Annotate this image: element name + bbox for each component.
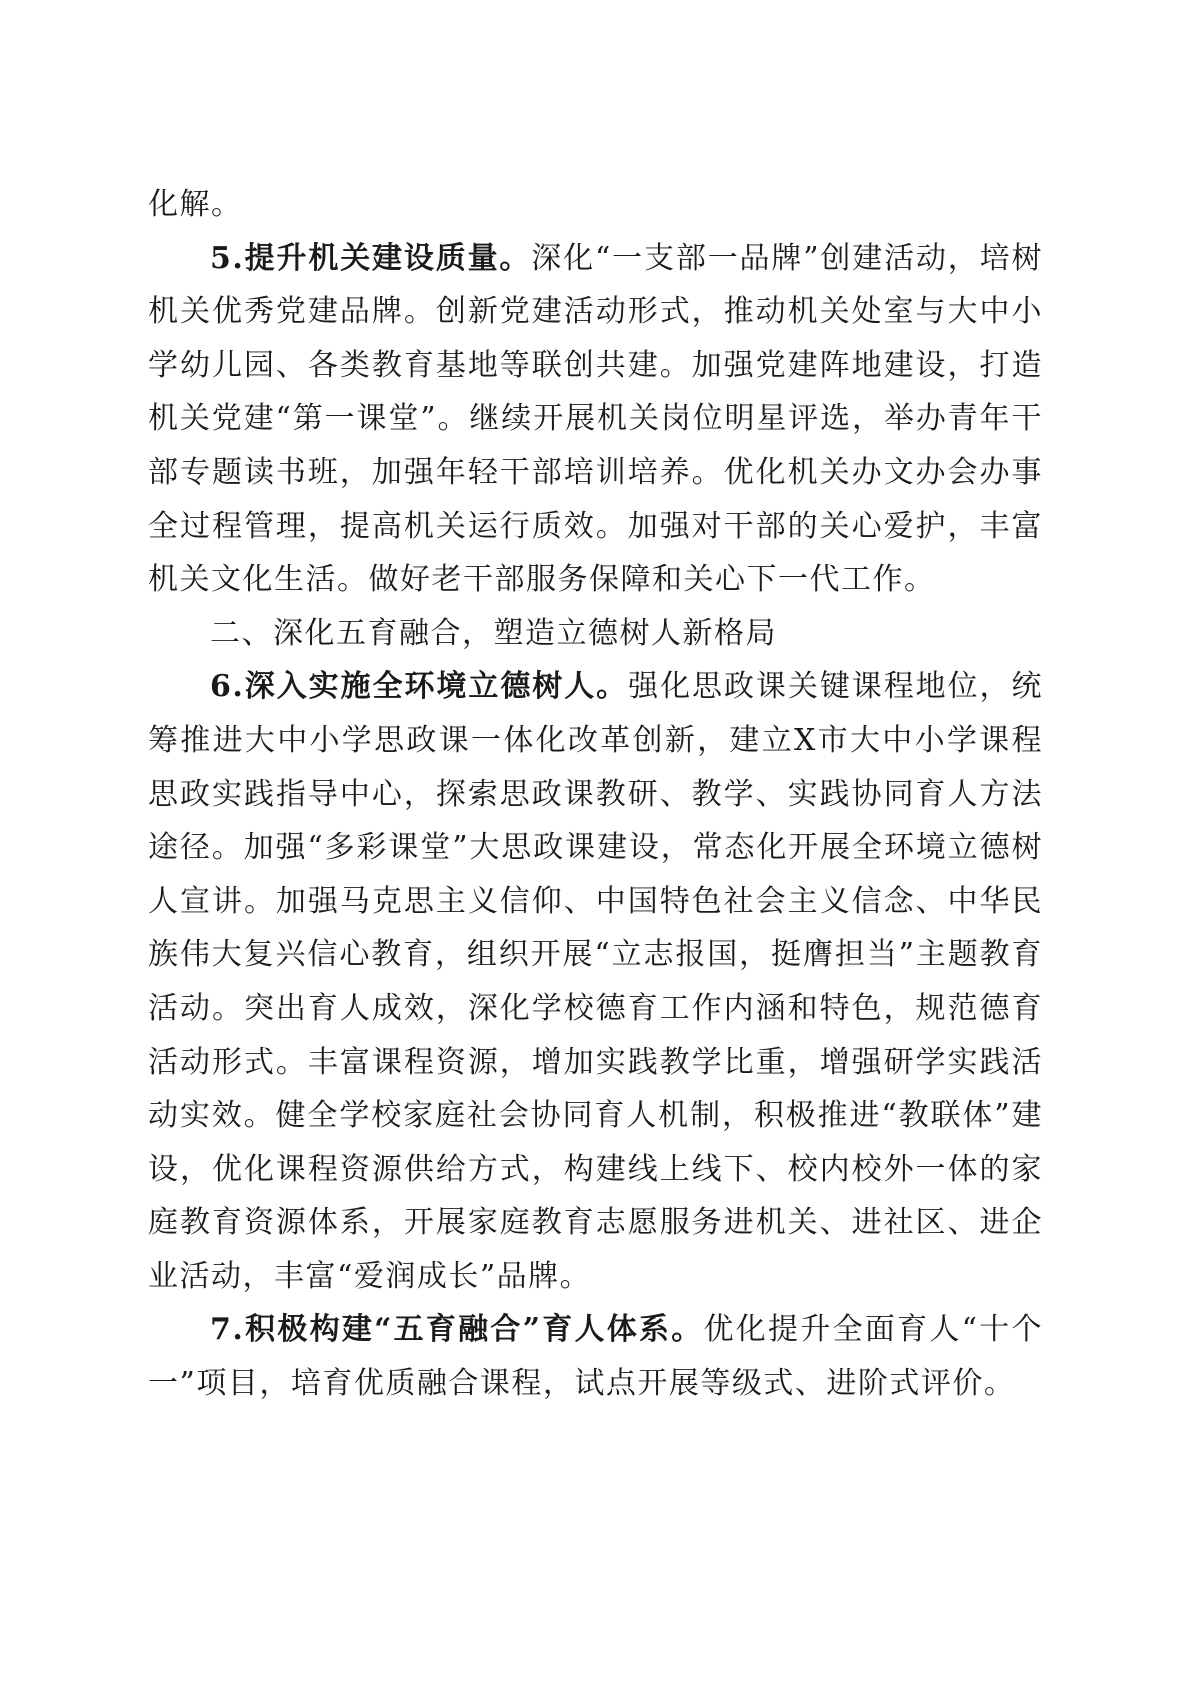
item-lead-heading: 7.积极构建“五育融合”育人体系。 [210,1312,704,1348]
paragraph-text: 深化“一支部一品牌”创建活动，培树机关优秀党建品牌。创新党建活动形式，推动机关处室与大中小学幼儿园、各类教育基地等联创共建。加强党建阵地建设，打造机关党建“第一课堂”。继续开展机关岗位明星评选，举办青年干部专题读书班，加强年轻干部培训培养。优化机关办文办会办事全过程管理，提高机关运行质效。加强对干部的关心爱护，丰富机关文化生活。做好老干部服务保障和关心下一代工作。 [148,240,1043,598]
paragraph-text: 化解。 [148,187,243,222]
paragraph-text: 优化提升全面育人“十个一”项目，培育优质融合课程，试点开展等级式、进阶式评价。 [148,1312,1043,1402]
paragraph-item-5 [148,232,1043,607]
item-lead-heading: 6.深入实施全环境立德树人。 [210,669,629,705]
section-heading: 二、深化五育融合，塑造立德树人新格局 [210,615,777,651]
paragraph-continuation [148,178,1043,232]
paragraph-item-6 [148,660,1043,1303]
item-lead-heading: 5.提升机关建设质量。 [210,240,532,276]
paragraph-text: 强化思政课关键课程地位，统筹推进大中小学思政课一体化改革创新，建立X市大中小学课程思政实践指导中心，探索思政课教研、教学、实践协同育人方法途径。加强“多彩课堂”大思政课建设，常态化开展全环境立德树人宣讲。加强马克思主义信仰、中国特色社会主义信念、中华民族伟大复兴信心教育，组织开展“立志报国，挺膺担当”主题教育活动。突出育人成效，深化学校德育工作内涵和特色，规范德育活动形式。丰富课程资源，增加实践教学比重，增强研学实践活动实效。健全学校家庭社会协同育人机制，积极推进“教联体”建设，优化课程资源供给方式，构建线上线下、校内校外一体的家庭教育资源体系，开展家庭教育志愿服务进机关、进社区、进企业活动，丰富“爱润成长”品牌。 [148,669,1044,1294]
document-body [148,178,1043,1411]
paragraph-item-7 [148,1303,1043,1410]
